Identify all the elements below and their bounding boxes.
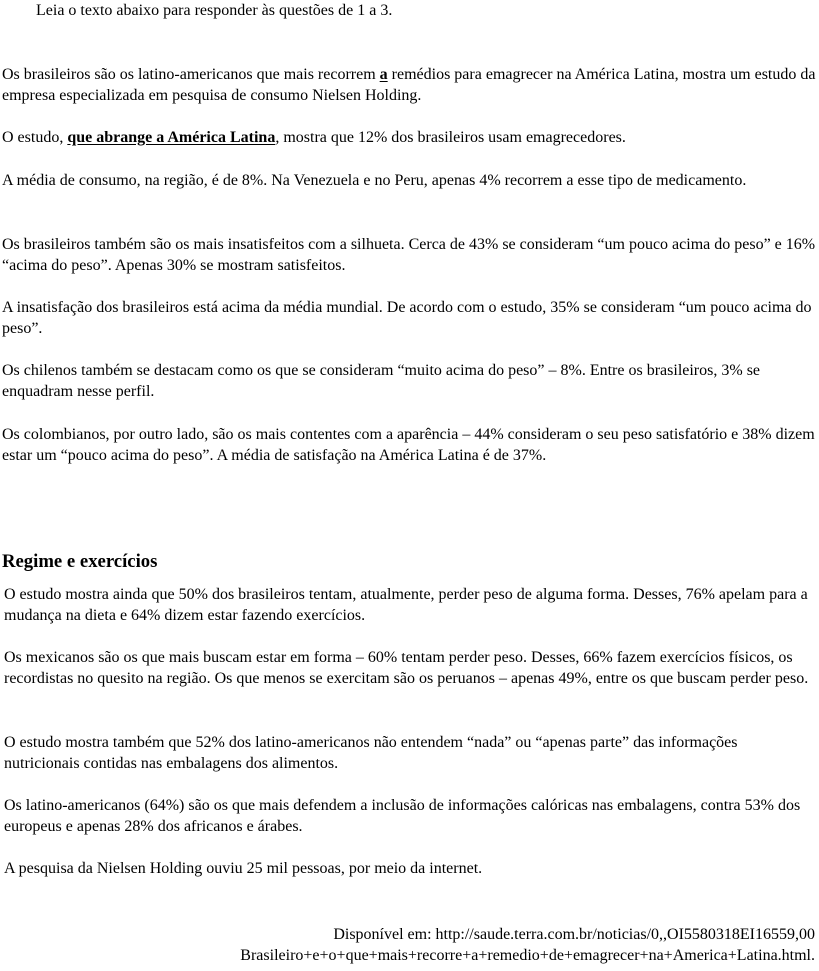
source-line-1: Disponível em: http://saude.terra.com.br/noticias/0,,OI5580318EI16559,00 (333, 926, 815, 943)
section-heading: Regime e exercícios (2, 551, 158, 572)
paragraph-12: A pesquisa da Nielsen Holding ouviu 25 mil pessoas, por meio da internet. (4, 860, 483, 877)
paragraph-10: O estudo mostra também que 52% dos latino-americanos não entendem “nada” ou “apenas parte” das informações nutricionais contidas nas embalagens dos alimentos. (4, 734, 738, 772)
paragraph-1-start: Os brasileiros são os latino-americanos que mais recorrem (2, 66, 380, 83)
paragraph-3: A média de consumo, na região, é de 8%. Na Venezuela e no Peru, apenas 4% recorrem a esse tipo de medicamento. (2, 172, 747, 189)
paragraph-5: A insatisfação dos brasileiros está acima da média mundial. De acordo com o estudo, 35% se consideram “um pouco acima do peso”. (2, 299, 812, 337)
instruction-text: Leia o texto abaixo para responder às questões de 1 a 3. (36, 2, 393, 19)
paragraph-9: Os mexicanos são os que mais buscam estar em forma – 60% tentam perder peso. Desses, 66% fazem exercícios físicos, os recordistas no quesito na região. Os que menos se exercitam são os peruanos – apenas 49%, entre os que buscam perder peso. (4, 649, 809, 687)
paragraph-2-end: , mostra que 12% dos brasileiros usam emagrecedores. (275, 129, 626, 146)
source-line-2: Brasileiro+e+o+que+mais+recorre+a+remedio+de+emagrecer+na+America+Latina.html. (240, 947, 815, 964)
highlighted-clause: que abrange a América Latina (67, 129, 276, 146)
paragraph-6: Os chilenos também se destacam como os que se consideram “muito acima do peso” – 8%. Entre os brasileiros, 3% se enquadram nesse perfil. (2, 362, 761, 400)
paragraph-7: Os colombianos, por outro lado, são os mais contentes com a aparência – 44% consideram o seu peso satisfatório e 38% dizem estar um “pouco acima do peso”. A média de satisfação na América Latina é de 37%. (2, 426, 815, 464)
paragraph-1-end: remédios para emagrecer na América Latina, mostra um estudo da empresa especializada em pesquisa de consumo Nielsen Holding. (2, 66, 816, 104)
source-citation (240, 924, 815, 966)
paragraph-2-start: O estudo, (2, 129, 68, 146)
paragraph-1 (2, 64, 817, 106)
paragraph-8: O estudo mostra ainda que 50% dos brasileiros tentam, atualmente, perder peso de alguma forma. Desses, 76% apelam para a mudança na dieta e 64% dizem estar fazendo exercícios. (4, 586, 808, 624)
highlighted-word: a (379, 66, 388, 83)
paragraph-4: Os brasileiros também são os mais insatisfeitos com a silhueta. Cerca de 43% se consideram “um pouco acima do peso” e 16% “acima do peso”. Apenas 30% se mostram satisfeitos. (2, 236, 816, 274)
paragraph-11: Os latino-americanos (64%) são os que mais defendem a inclusão de informações calóricas nas embalagens, contra 53% dos europeus e apenas 28% dos africanos e árabes. (4, 797, 801, 835)
paragraph-2 (2, 127, 817, 148)
